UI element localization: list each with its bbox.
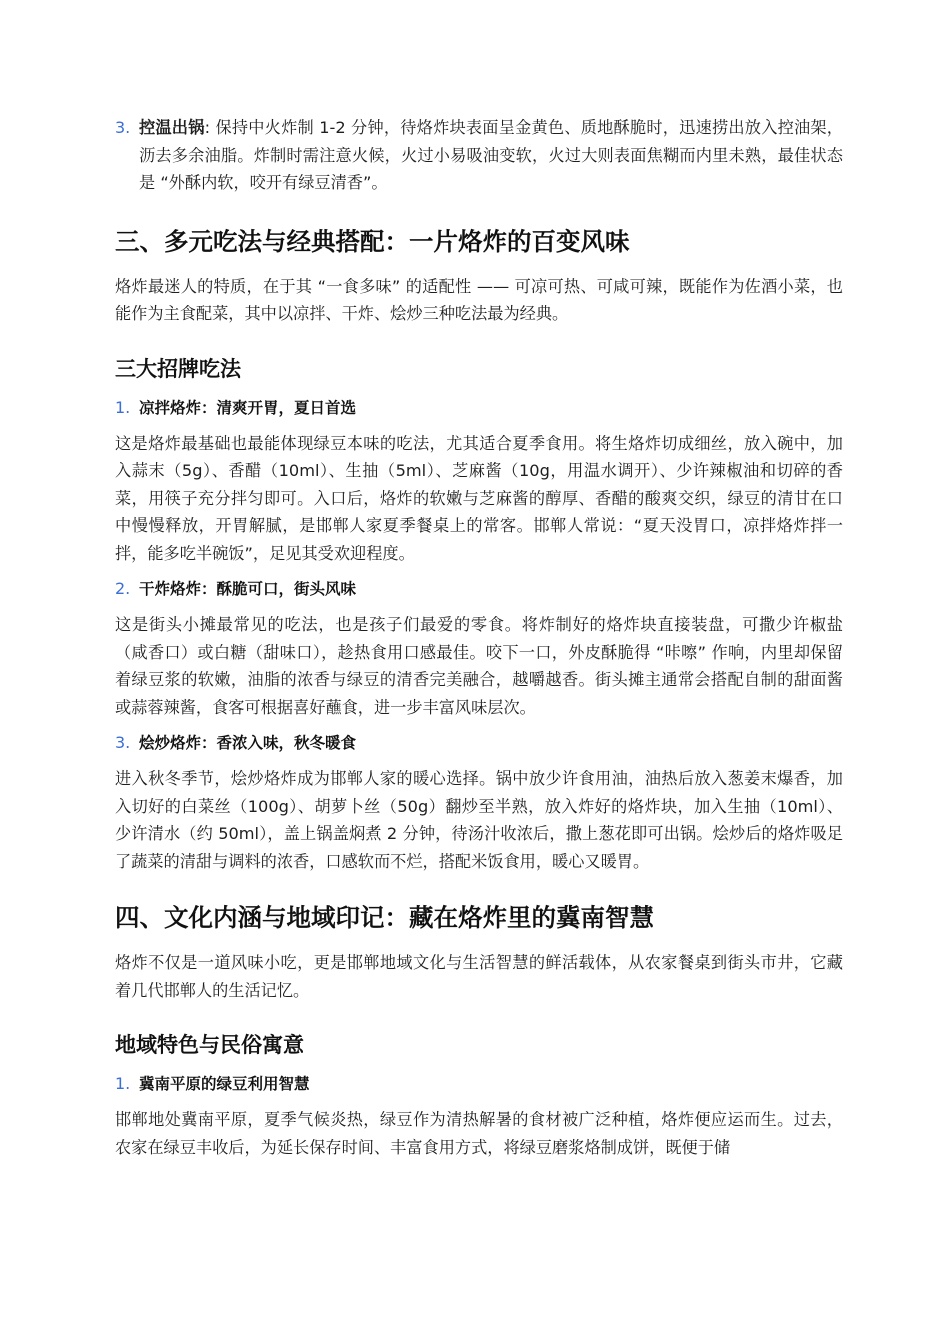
step-3-separator: : [204,118,216,137]
item-title-label: 烩炒烙炸：香浓入味，秋冬暖食 [139,734,357,752]
step-3 [115,114,843,197]
document-content [115,114,843,1161]
list-number: 1. [115,1074,131,1093]
list-number: 2. [115,579,131,598]
list-item-title [115,731,843,755]
step-3-title: 控温出锅 [139,118,205,137]
section-3-subheading: 三大招牌吃法 [115,356,241,381]
list-item-title [115,396,843,420]
list-number: 1. [115,397,131,417]
step-3-text [139,114,843,197]
section-3-heading: 三、多元吃法与经典搭配：一片烙炸的百变风味 [115,226,630,256]
list-number: 3. [115,118,131,137]
section-3-intro: 烙炸最迷人的特质，在于其 “一食多味” 的适配性 —— 可凉可热、可咸可辣，既能作为佐酒小菜，也能作为主食配菜，其中以凉拌、干炸、烩炒三种吃法最为经典。 [115,276,843,323]
section-4-subheading: 地域特色与民俗寓意 [115,1033,304,1057]
list-item-title [115,1072,843,1096]
list-item-body: 进入秋冬季节，烩炒烙炸成为邯郸人家的暖心选择。锅中放少许食用油，油热后放入葱姜末爆香，加入切好的白菜丝（100g）、胡萝卜丝（50g）翻炒至半熟，放入炸好的烙炸块，加入生抽（10ml）、少许清水（约 50ml），盖上锅盖焖煮 2 分钟，待汤汁收浓后，撒上葱花即可出锅。烩炒后的烙炸吸足了蔬菜的清甜与调料的浓香，口感软而不烂，搭配米饭食用，暖心又暖胃。 [115,769,843,871]
list-item-body: 邯郸地处冀南平原，夏季气候炎热，绿豆作为清热解暑的食材被广泛种植，烙炸便应运而生。过去，农家在绿豆丰收后，为延长保存时间、丰富食用方式，将绿豆磨浆烙制成饼，既便于储 [115,1110,843,1157]
step-3-body: 保持中火炸制 1-2 分钟，待烙炸块表面呈金黄色、质地酥脆时，迅速捞出放入控油架，沥去多余油脂。炸制时需注意火候，火过小易吸油变软，火过大则表面焦糊而内里未熟，最佳状态是 “外酥内软，咬开有绿豆清香”。 [139,118,843,192]
section-4-intro: 烙炸不仅是一道风味小吃，更是邯郸地域文化与生活智慧的鲜活载体，从农家餐桌到街头市井，它藏着几代邯郸人的生活记忆。 [115,953,843,1000]
item-title-label: 干炸烙炸：酥脆可口，街头风味 [139,580,357,598]
list-item-body: 这是烙炸最基础也最能体现绿豆本味的吃法，尤其适合夏季食用。将生烙炸切成细丝，放入碗中，加入蒜末（5g）、香醋（10ml）、生抽（5ml）、芝麻酱（10g，用温水调开）、少许辣椒油和切碎的香菜，用筷子充分拌匀即可。入口后，烙炸的软嫩与芝麻酱的醇厚、香醋的酸爽交织，绿豆的清甘在口中慢慢释放，开胃解腻，是邯郸人家夏季餐桌上的常客。邯郸人常说：“夏天没胃口，凉拌烙炸拌一拌，能多吃半碗饭”，足见其受欢迎程度。 [115,433,843,563]
list-item-title [115,577,843,601]
item-title-label: 冀南平原的绿豆利用智慧 [139,1075,310,1093]
list-number: 3. [115,733,131,752]
list-item-body: 这是街头小摊最常见的吃法，也是孩子们最爱的零食。将炸制好的烙炸块直接装盘，可撒少许椒盐（咸香口）或白糖（甜味口），趁热食用口感最佳。咬下一口，外皮酥脆得 “咔嚓” 作响，内里却保留着绿豆浆的软嫩，油脂的浓香与绿豆的清香完美融合，越嚼越香。街头摊主通常会搭配自制的甜面酱或蒜蓉辣酱，食客可根据喜好蘸食，进一步丰富风味层次。 [115,615,843,717]
item-title-label: 凉拌烙炸：清爽开胃，夏日首选 [139,398,357,417]
section-4-heading: 四、文化内涵与地域印记：藏在烙炸里的冀南智慧 [115,903,654,932]
